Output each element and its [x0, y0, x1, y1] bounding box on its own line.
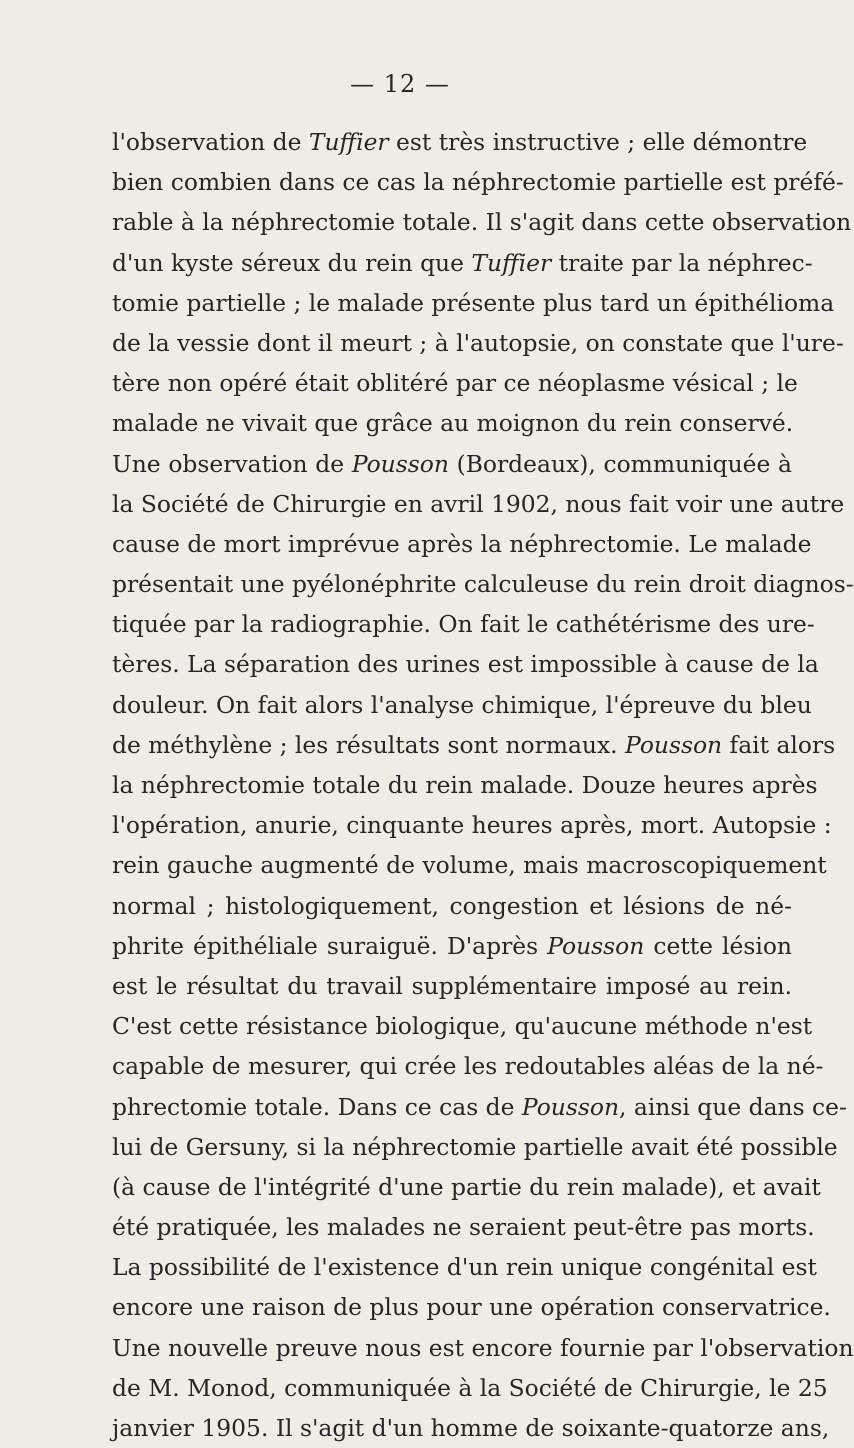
text-line: La possibilité de l'existence d'un rein unique congénital est	[112, 1253, 817, 1282]
text-line: tère non opéré était oblitéré par ce néoplasme vésical ; le	[112, 369, 798, 398]
italic-name: Pousson	[547, 931, 645, 960]
text-line: bien combien dans ce cas la néphrectomie partielle est préfé-	[112, 168, 844, 197]
text-line: été pratiquée, les malades ne seraient peut-être pas morts.	[112, 1213, 815, 1242]
text-line: est le résultat du travail supplémentaire imposé au rein.	[112, 971, 792, 1000]
text-line: tères. La séparation des urines est impossible à cause de la	[112, 650, 819, 679]
text-line: tomie partielle ; le malade présente plus tard un épithélioma	[112, 288, 835, 317]
italic-name: Pousson	[521, 1092, 620, 1121]
text-line: de la vessie dont il meurt ; à l'autopsie, on constate que l'ure-	[112, 328, 844, 357]
text-line: phrectomie totale. Dans ce cas de Pousson, ainsi que dans ce-	[112, 1092, 847, 1121]
text-line: capable de mesurer, qui crée les redoutables aléas de la né-	[112, 1052, 824, 1081]
italic-name: Tuffier	[308, 128, 389, 156]
body-text	[112, 122, 854, 1448]
text-line: la néphrectomie totale du rein malade. Douze heures après	[112, 771, 818, 799]
text-line: douleur. On fait alors l'analyse chimique, l'épreuve du bleu	[112, 690, 812, 719]
text-line: présentait une pyélonéphrite calculeuse du rein droit diagnos-	[112, 570, 854, 599]
italic-name: Pousson	[351, 449, 449, 478]
text-line: l'opération, anurie, cinquante heures après, mort. Autopsie :	[112, 811, 832, 840]
text-line: (à cause de l'intégrité d'une partie du rein malade), et avait	[112, 1172, 821, 1201]
text-line: Une nouvelle preuve nous est encore fournie par l'observation	[112, 1333, 854, 1362]
text-line: rable à la néphrectomie totale. Il s'agit dans cette observation	[112, 208, 852, 237]
italic-name: Tuffier	[471, 248, 552, 277]
text-line: lui de Gersuny, si la néphrectomie partielle avait été possible	[112, 1132, 838, 1161]
text-line: C'est cette résistance biologique, qu'aucune méthode n'est	[112, 1012, 813, 1041]
italic-name: Pousson	[625, 730, 723, 759]
page-header: — 12 —	[350, 70, 450, 98]
text-line: de M. Monod, communiquée à la Société de Chirurgie, le 25	[112, 1373, 828, 1402]
text-line: Une observation de Pousson (Bordeaux), communiquée à	[112, 449, 792, 478]
text-line: normal ; histologiquement, congestion et lésions de né-	[112, 891, 792, 920]
text-line: de méthylène ; les résultats sont normaux. Pousson fait alors	[112, 730, 836, 759]
text-line: rein gauche augmenté de volume, mais macroscopiquement	[112, 851, 827, 880]
text-line: la Société de Chirurgie en avril 1902, nous fait voir une autre	[112, 489, 845, 518]
text-line: d'un kyste séreux du rein que Tuffier traite par la néphrec-	[112, 248, 813, 277]
text-line: tiquée par la radiographie. On fait le cathétérisme des ure-	[112, 610, 815, 639]
text-line: janvier 1905. Il s'agit d'un homme de soixante-quatorze ans,	[112, 1414, 830, 1442]
text-line: l'observation de Tuffier est très instructive ; elle démontre	[112, 128, 808, 156]
text-line: encore une raison de plus pour une opération conservatrice.	[112, 1293, 831, 1322]
text-line: phrite épithéliale suraiguë. D'après Pousson cette lésion	[112, 931, 792, 960]
text-line: malade ne vivait que grâce au moignon du rein conservé.	[112, 409, 794, 438]
text-line: cause de mort imprévue après la néphrectomie. Le malade	[112, 529, 812, 558]
